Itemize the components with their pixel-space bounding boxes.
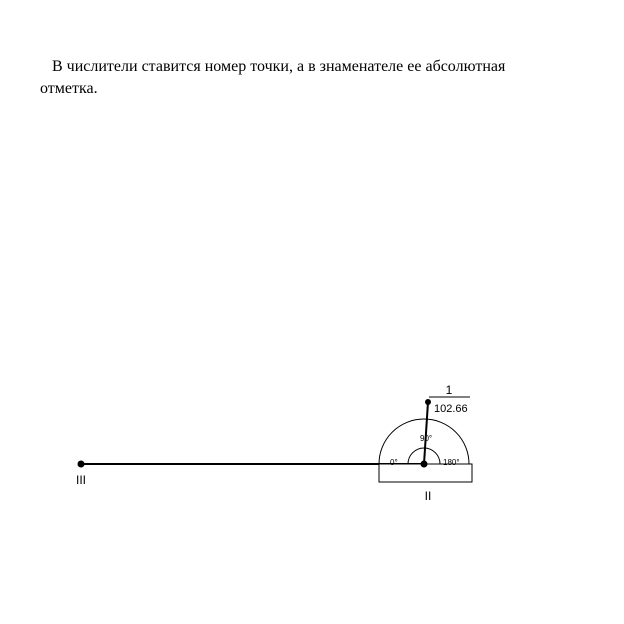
paragraph-line-1: В числители ставится номер точки, а в знаменателе ее абсолютная [52,58,506,75]
station-iii-point [78,461,85,468]
point-1 [425,399,431,405]
station-iii-label: III [75,473,87,487]
station-ii-label: II [424,489,432,503]
angle-90-label: 90° [420,434,433,443]
direction-line [424,402,428,464]
point-number-label: 1 [445,383,453,397]
angle-0-label: 0° [390,458,398,467]
elevation-label: 102.66 [434,403,468,415]
paragraph-line-2: отметка. [40,80,98,97]
angle-180-label: 180° [443,458,460,467]
station-ii-point [421,461,428,468]
